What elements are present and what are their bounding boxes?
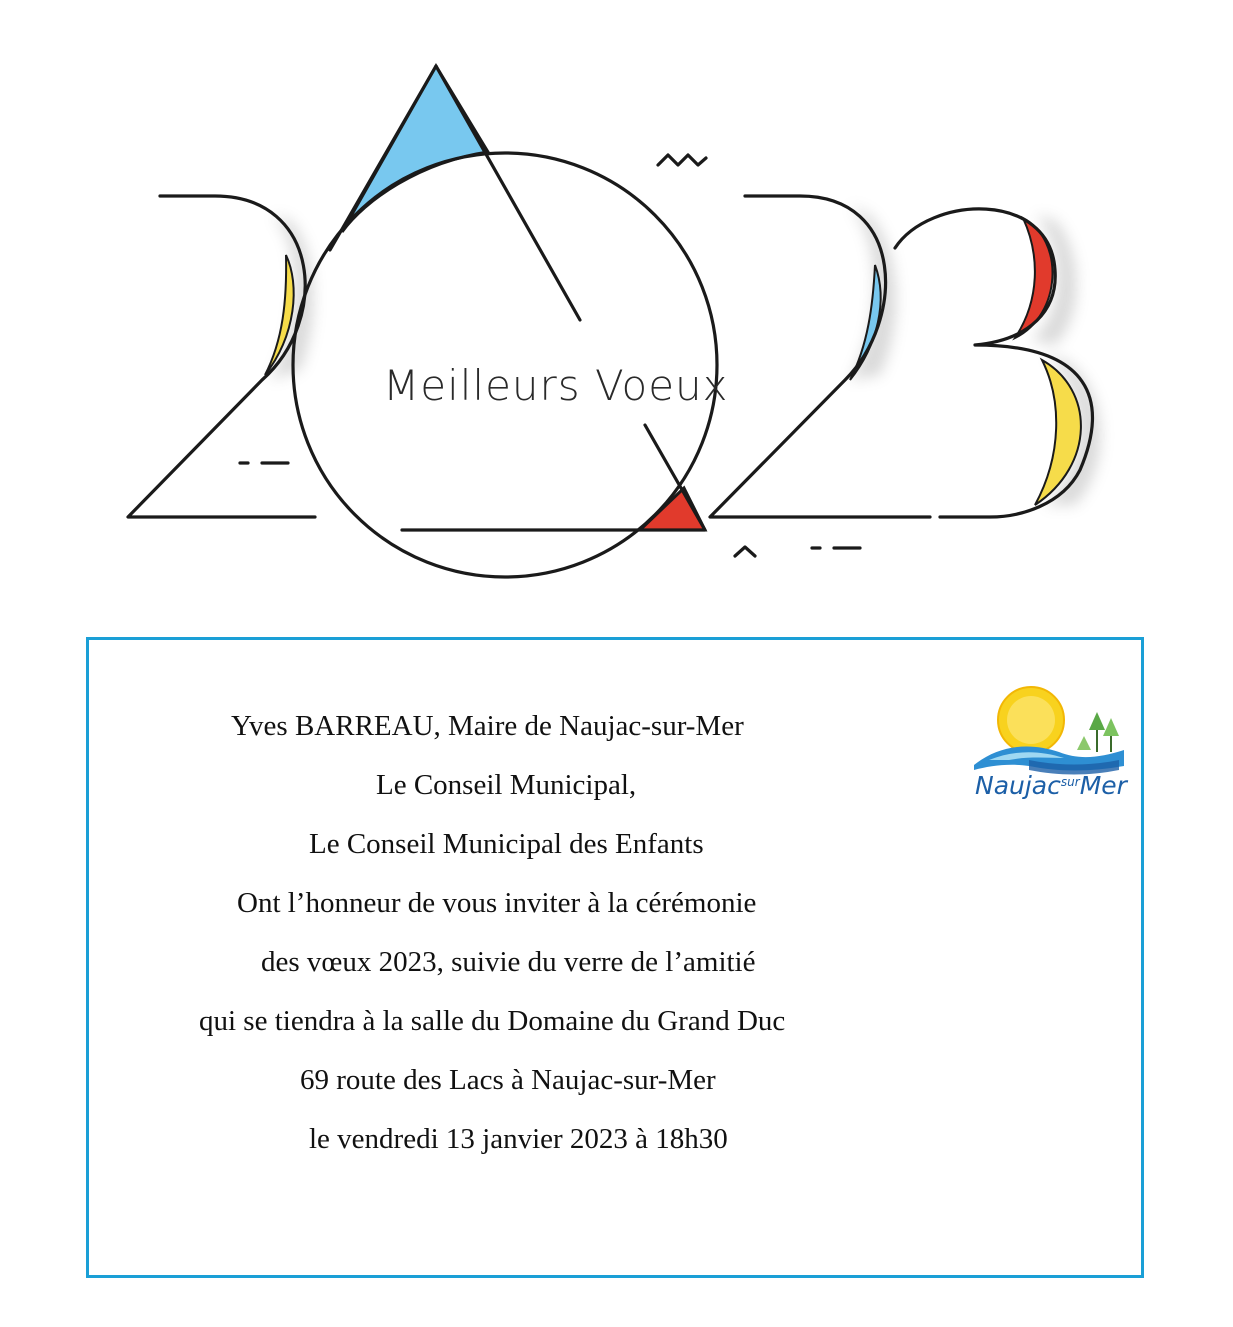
invitation-line: 69 route des Lacs à Naujac-sur-Mer bbox=[300, 1064, 716, 1096]
invitation-line: Le Conseil Municipal, bbox=[376, 769, 637, 801]
invitation-line: des vœux 2023, suivie du verre de l’amitié bbox=[261, 946, 756, 978]
invitation-line: Le Conseil Municipal des Enfants bbox=[309, 828, 704, 860]
invitation-line: le vendredi 13 janvier 2023 à 18h30 bbox=[309, 1123, 728, 1155]
naujac-sur-mer-logo bbox=[969, 680, 1134, 805]
invitation-line: Yves BARREAU, Maire de Naujac-sur-Mer bbox=[231, 710, 744, 742]
banner-title: Meilleurs Voeux bbox=[383, 361, 729, 410]
red-curve-shape bbox=[1015, 218, 1053, 338]
decorative-dashes bbox=[240, 155, 860, 556]
logo-wordmark: Naujac$^{sur}$Mer bbox=[975, 771, 1127, 800]
invitation-card bbox=[86, 637, 1144, 1278]
tree-icon bbox=[1077, 712, 1119, 752]
digit-shadows bbox=[270, 205, 1100, 505]
greetings-2023-banner bbox=[0, 0, 1233, 600]
invitation-line: qui se tiendra à la salle du Domaine du Grand Duc bbox=[199, 1005, 786, 1037]
digit-zero-circle bbox=[293, 66, 717, 577]
invitation-line: Ont l’honneur de vous inviter à la cérémonie bbox=[237, 887, 757, 919]
